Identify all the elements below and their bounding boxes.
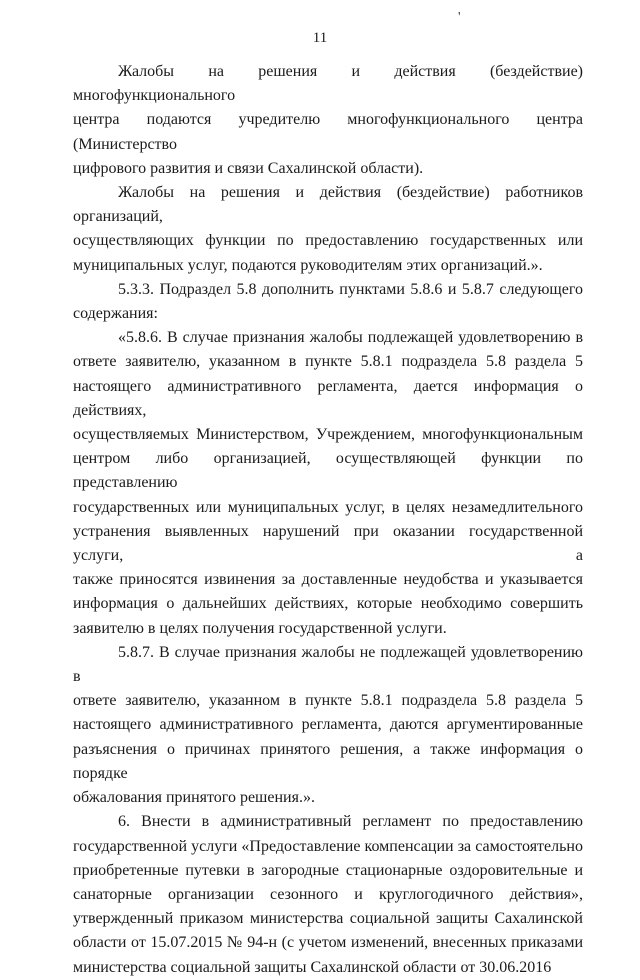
- text-line: утвержденный приказом министерства социальной защиты Сахалинской: [73, 910, 583, 928]
- text-line: осуществляемых Министерством, Учреждением, многофункциональным: [73, 426, 583, 444]
- text-line: 6. Внести в административный регламент по предоставлению: [118, 813, 583, 831]
- text-line: ответе заявителю, указанном в пункте 5.8.1 подраздела 5.8 раздела 5: [73, 692, 583, 710]
- paragraph: [73, 60, 583, 181]
- text-line: санаторные организации сезонного и круглогодичного действия»,: [73, 885, 583, 903]
- text-line: «5.8.6. В случае признания жалобы подлежащей удовлетворению в: [118, 329, 583, 347]
- text-line: центром либо организацией, осуществляющей функции по представлению: [73, 450, 583, 492]
- paragraph: [73, 278, 583, 326]
- paragraph: [73, 181, 583, 278]
- text-line: приобретенные путевки в загородные стационарные оздоровительные и: [73, 861, 583, 879]
- text-line: осуществляющих функции по предоставлению государственных или: [73, 232, 583, 250]
- text-line: муниципальных услуг, подаются руководителям этих организаций.».: [73, 256, 543, 274]
- text-line: государственной услуги «Предоставление компенсации за самостоятельно: [73, 837, 583, 855]
- page-number: 11: [312, 30, 328, 46]
- text-line: содержания:: [73, 305, 158, 323]
- paragraph: [73, 810, 583, 979]
- text-line: устранения выявленных нарушений при оказании государственной услуги, а: [73, 522, 583, 565]
- text-line: центра подаются учредителю многофункционального центра (Министерство: [73, 111, 583, 153]
- text-line: государственных или муниципальных услуг, в целях незамедлительного: [73, 498, 583, 516]
- corner-mark: ': [458, 10, 461, 25]
- text-line: 5.8.7. В случае признания жалобы не подлежащей удовлетворению в: [73, 643, 583, 686]
- document-body: [73, 60, 583, 980]
- text-line: Жалобы на решения и действия (бездействие) работников организаций,: [73, 184, 583, 226]
- text-line: заявителю в целях получения государственной услуги.: [73, 619, 447, 637]
- paragraph: [73, 641, 583, 810]
- text-line: 5.3.3. Подраздел 5.8 дополнить пунктами 5.8.6 и 5.8.7 следующего: [118, 280, 583, 298]
- paragraph: [73, 326, 583, 641]
- text-line: настоящего административного регламента, дается информация о действиях,: [73, 377, 583, 419]
- text-line: ответе заявителю, указанном в пункте 5.8.1 подраздела 5.8 раздела 5: [73, 353, 583, 371]
- text-line: информация о дальнейших действиях, которые необходимо совершить: [73, 595, 583, 613]
- text-line: Жалобы на решения и действия (бездействие) многофункционального: [73, 63, 583, 105]
- text-line: также приносятся извинения за доставленные неудобства и указывается: [73, 571, 583, 589]
- text-line: обжалования принятого решения.».: [73, 789, 315, 807]
- text-line: цифрового развития и связи Сахалинской области).: [73, 159, 424, 177]
- text-line: области от 15.07.2015 № 94-н (с учетом изменений, внесенных приказами: [73, 934, 583, 952]
- text-line: настоящего административного регламента, даются аргументированные: [73, 716, 583, 734]
- text-line: министерства социальной защиты Сахалинской области от 30.06.2016: [73, 958, 552, 976]
- text-line: разъяснения о причинах принятого решения, а также информация о порядке: [73, 740, 583, 782]
